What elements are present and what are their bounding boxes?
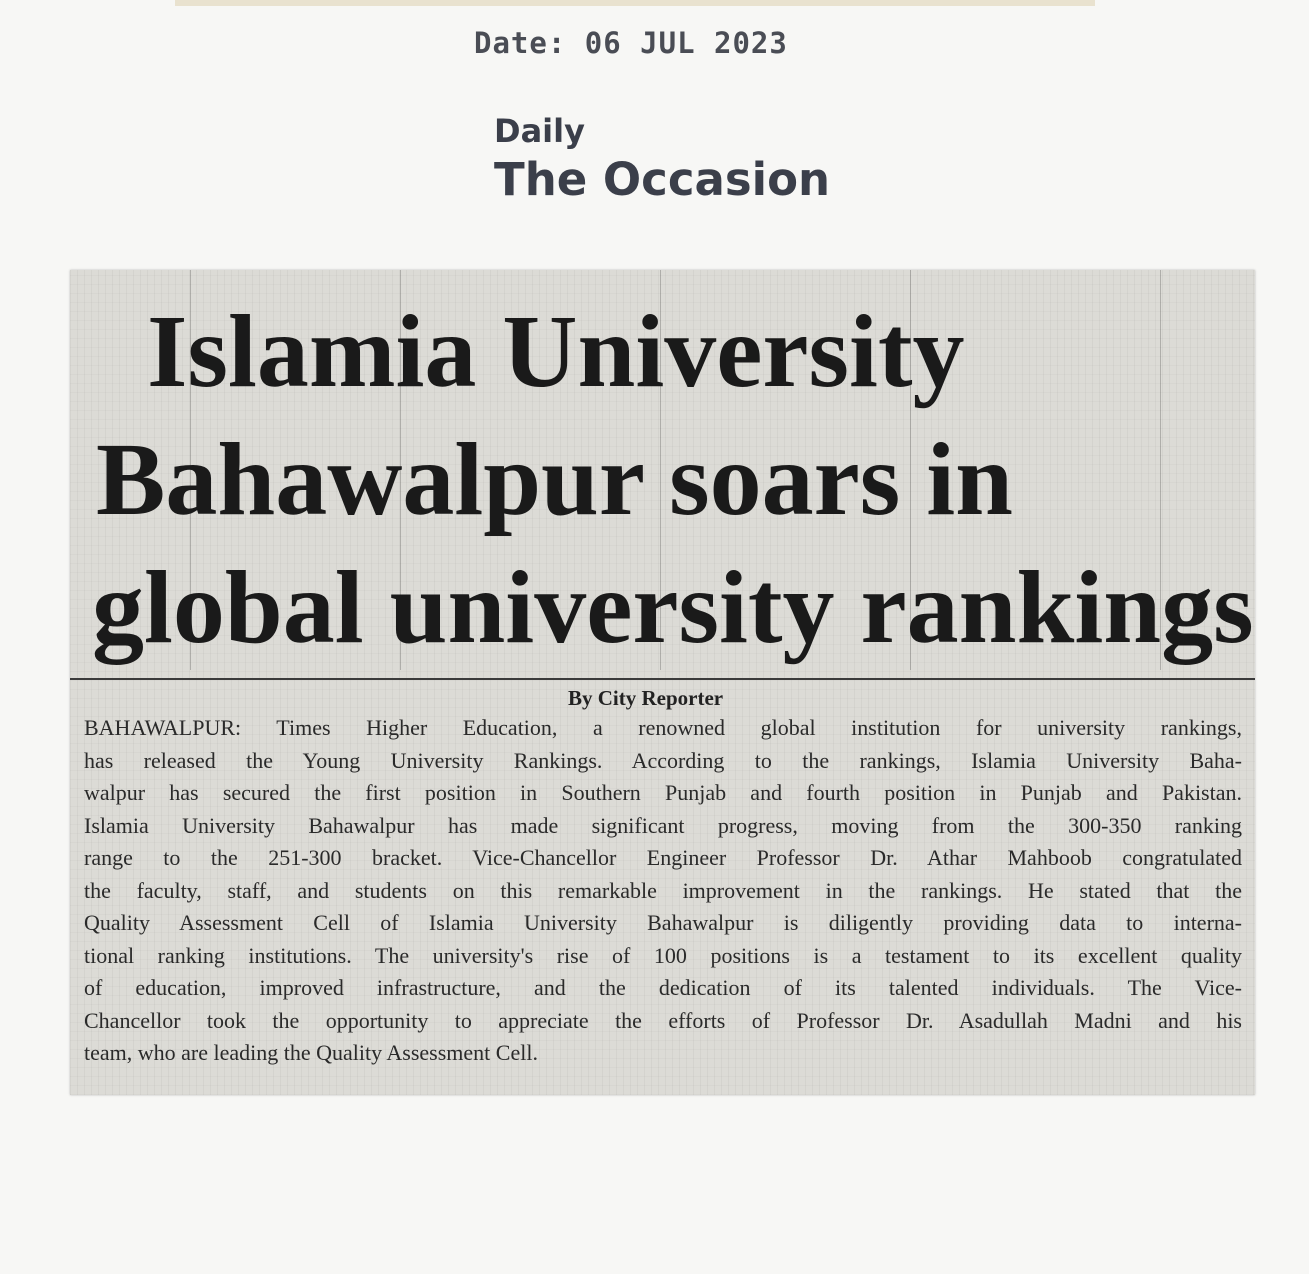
- body-line: range to the 251-300 bracket. Vice-Chancellor Engineer Professor Dr. Athar Mahboob congratulated: [84, 845, 1242, 870]
- article-body: [84, 712, 1242, 1070]
- article-byline: By City Reporter: [568, 686, 724, 710]
- headline-line-3: global university rankings: [92, 550, 1254, 665]
- date-label: Date:: [474, 26, 567, 60]
- body-line: walpur has secured the first position in Southern Punjab and fourth position in Punjab and Pakistan.: [84, 780, 1242, 805]
- body-line: Chancellor took the opportunity to appreciate the efforts of Professor Dr. Asadullah Madni and his: [84, 1007, 1242, 1033]
- body-line: team, who are leading the Quality Assessment Cell.: [84, 1040, 538, 1065]
- body-line: of education, improved infrastructure, and the dedication of its talented individuals. The Vice-: [84, 975, 1242, 1000]
- body-line: Islamia University Bahawalpur has made significant progress, moving from the 300-350 ranking: [84, 812, 1242, 838]
- newspaper-name: The Occasion: [494, 153, 831, 206]
- body-line: tional ranking institutions. The university's rise of 100 positions is a testament to its excellent quality: [84, 942, 1242, 968]
- date-value: 06 JUL 2023: [584, 26, 788, 60]
- headline-line-2: Bahawalpur soars in: [96, 422, 1014, 537]
- page-top-edge: [175, 0, 1095, 6]
- newspaper-label: [494, 112, 831, 206]
- headline-line-1: Islamia University: [147, 294, 965, 409]
- body-line: Quality Assessment Cell of Islamia University Bahawalpur is diligently providing data to interna-: [84, 910, 1242, 935]
- headline-divider: [70, 678, 1255, 680]
- date-stamp: [474, 26, 788, 60]
- article-headline: [92, 288, 1254, 672]
- body-line: the faculty, staff, and students on this remarkable improvement in the rankings. He stated that the: [84, 877, 1242, 903]
- news-clipping: [70, 270, 1255, 1095]
- body-line: BAHAWALPUR: Times Higher Education, a renowned global institution for university rankings,: [84, 715, 1242, 740]
- body-line: has released the Young University Rankings. According to the rankings, Islamia University Baha-: [84, 747, 1242, 773]
- newspaper-frequency: Daily: [494, 112, 585, 150]
